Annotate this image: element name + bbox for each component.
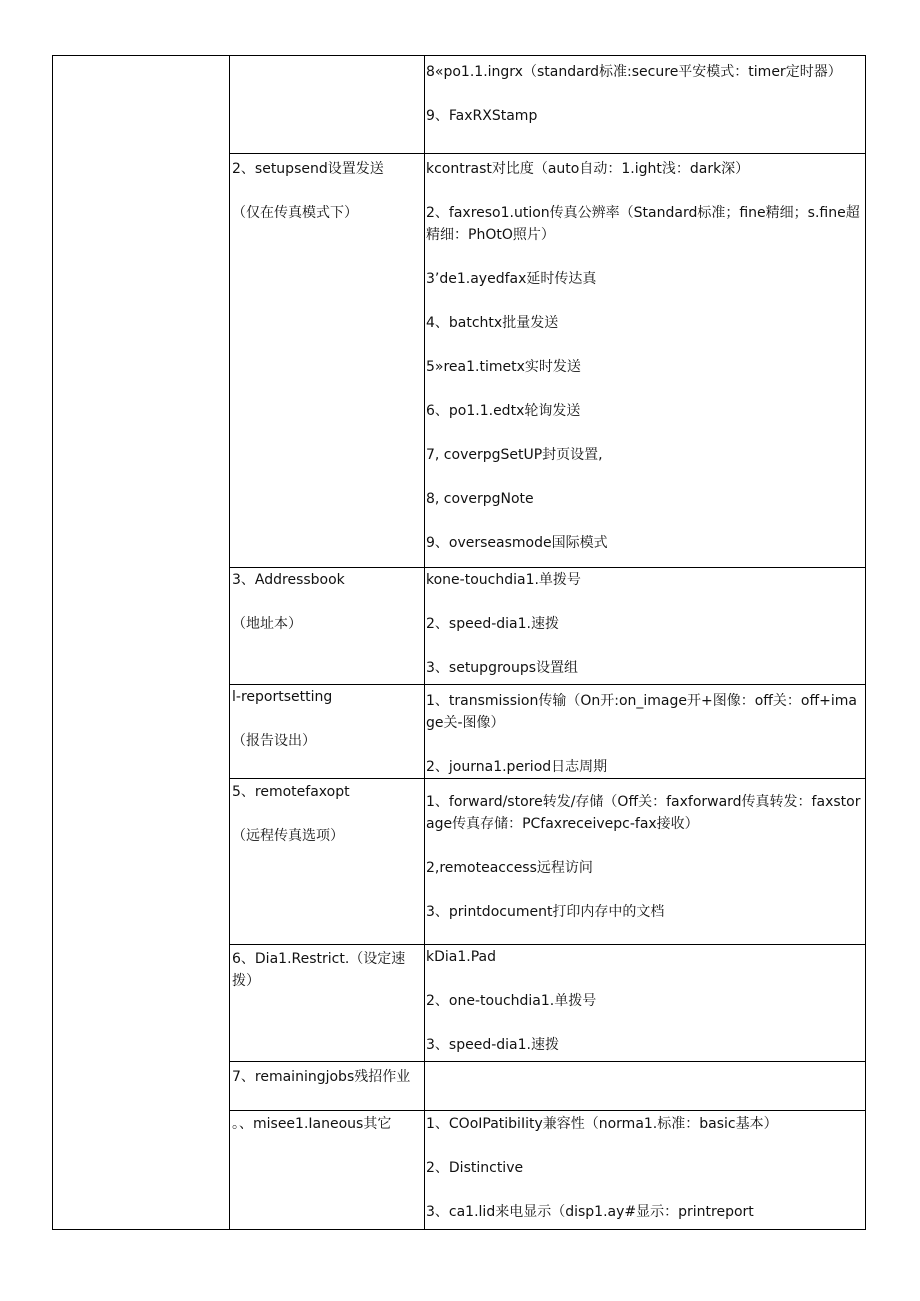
section-name: l-reportsetting: [232, 689, 333, 705]
option-item: kone-touchdia1.单拨号: [426, 572, 581, 588]
row-divider: [229, 1061, 866, 1062]
option-list: [425, 156, 866, 554]
option-item: 3、speed-dia1.速拨: [426, 1037, 559, 1053]
section-subtitle: （远程传真选项）: [232, 828, 344, 844]
section-subtitle: （仅在传真模式下）: [232, 205, 358, 221]
section-subtitle: （地址本）: [232, 616, 302, 632]
option-item: 9、FaxRXStamp: [426, 108, 538, 124]
option-item: 1、transmission传输（On开:on_image开+图像：off关：off+image关-图像）: [426, 693, 857, 731]
section-name: 6、Dia1.Restrict.（设定速拨）: [232, 951, 406, 989]
option-item: kDia1.Pad: [426, 949, 496, 965]
option-item: 2、speed-dia1.速拨: [426, 616, 559, 632]
option-item: 1、forward/store转发/存储（Off关：faxforward传真转发：faxstorage传真存储：PCfaxreceivepc-fax接收）: [426, 794, 861, 832]
option-item: 3、ca1.lid来电显示（disp1.ay#显示：printreport: [426, 1204, 754, 1220]
option-item: 2、one-touchdia1.单拨号: [426, 993, 597, 1009]
option-list: [425, 789, 866, 923]
option-list: [425, 567, 866, 679]
column-divider-1: [229, 55, 230, 1230]
section-name: 5、remotefaxopt: [232, 784, 350, 800]
option-item: 3、printdocument打印内存中的文档: [426, 904, 665, 920]
row-divider: [229, 153, 866, 154]
section-subtitle: （报告设出）: [232, 733, 316, 749]
option-item: 3、setupgroups设置组: [426, 660, 579, 676]
table-row: [230, 946, 424, 992]
table-row: [230, 1064, 424, 1088]
option-item: 3’de1.ayedfax延时传达真: [426, 271, 597, 287]
option-item: kcontrast对比度（auto自动：1.ight浅：dark深）: [426, 161, 750, 177]
option-item: 5»rea1.timetx实时发送: [426, 359, 581, 375]
option-item: 2、Distinctive: [426, 1160, 524, 1176]
table-row: [230, 567, 424, 635]
section-name: 3、Addressbook: [232, 572, 345, 588]
section-name: 2、setupsend设置发送: [232, 161, 384, 177]
section-name: 7、remainingjobs残招作业: [232, 1069, 411, 1085]
option-item: 2、journa1.period日志周期: [426, 759, 608, 775]
option-item: 2、faxreso1.ution传真公辨率（Standard标准；fine精细；s.fine超精细：PhOtO照片）: [426, 205, 860, 243]
option-item: 9、overseasmode国际模式: [426, 535, 608, 551]
option-item: 8, coverpgNote: [426, 491, 534, 507]
option-item: 7, coverpgSetUP封页设置,: [426, 447, 603, 463]
table-row: [425, 59, 866, 127]
option-item: 6、po1.1.edtx轮询发送: [426, 403, 581, 419]
table-row: [230, 156, 424, 224]
table-row: [230, 779, 424, 847]
option-item: 4、batchtx批量发送: [426, 315, 559, 331]
option-list: [425, 1111, 866, 1223]
option-list: [425, 688, 866, 778]
table-row: [230, 1111, 424, 1135]
option-item: 2,remoteaccess远程访问: [426, 860, 593, 876]
option-list: [425, 944, 866, 1056]
option-item: 8«po1.1.ingrx（standard标准:secure平安模式：timer定时器）: [426, 64, 842, 80]
section-name: 。、misee1.Ianeous其它: [232, 1116, 392, 1132]
table-row: [230, 684, 424, 752]
option-item: 1、COoIPatibiIity兼容性（norma1.标准：basic基本）: [426, 1116, 778, 1132]
